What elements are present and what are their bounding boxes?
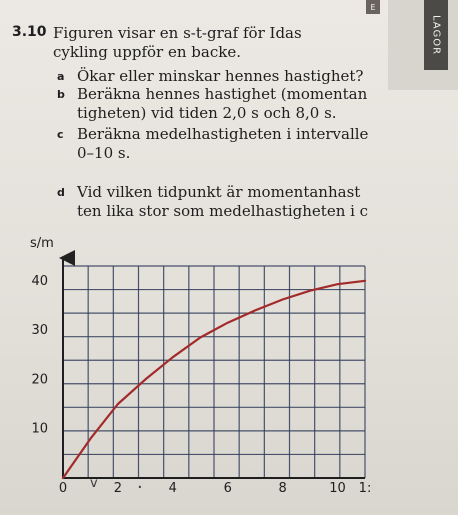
x-tick-label: 4 xyxy=(168,481,177,496)
y-tick-label: 10 xyxy=(31,421,48,437)
subquestion-text: Beräkna hennes hastighet (momentan tigheten) vid tiden 2,0 s och 8,0 s. xyxy=(77,85,368,122)
stray-mark-dot: . xyxy=(137,472,143,493)
stray-mark-v: v xyxy=(90,476,98,491)
x-tick-label: 1: xyxy=(358,481,372,496)
y-tick-label: 20 xyxy=(31,372,48,388)
subquestion-letter: c xyxy=(57,128,64,141)
subquestion-text: Vid vilken tidpunkt är momentanhast ten lika stor som medelhastigheten i c xyxy=(77,183,369,220)
x-tick-label: 6 xyxy=(223,481,232,496)
problem-number: 3.10 xyxy=(12,24,47,40)
side-section-tab: LAGOR xyxy=(424,0,448,70)
subquestion-letter: b xyxy=(57,88,65,101)
y-axis-label: s/m xyxy=(30,236,54,251)
subquestion-letter: d xyxy=(57,186,65,199)
x-tick-label: 0 xyxy=(58,481,68,496)
y-tick-label: 40 xyxy=(31,273,48,289)
problem-intro: Figuren visar en s-t-graf för Idas cykling uppför en backe. xyxy=(53,24,302,61)
y-tick-label: 30 xyxy=(31,323,48,339)
x-tick-label: 10 xyxy=(329,481,346,496)
subquestion-text: Ökar eller minskar hennes hastighet? xyxy=(77,67,364,85)
subquestion-letter: a xyxy=(57,70,65,83)
subquestion-text: Beräkna medelhastigheten i intervalle 0–10 s. xyxy=(77,125,369,162)
x-tick-label: 2 xyxy=(113,481,123,496)
x-tick-label: 8 xyxy=(278,481,287,496)
top-edge-tab: E xyxy=(366,0,380,14)
